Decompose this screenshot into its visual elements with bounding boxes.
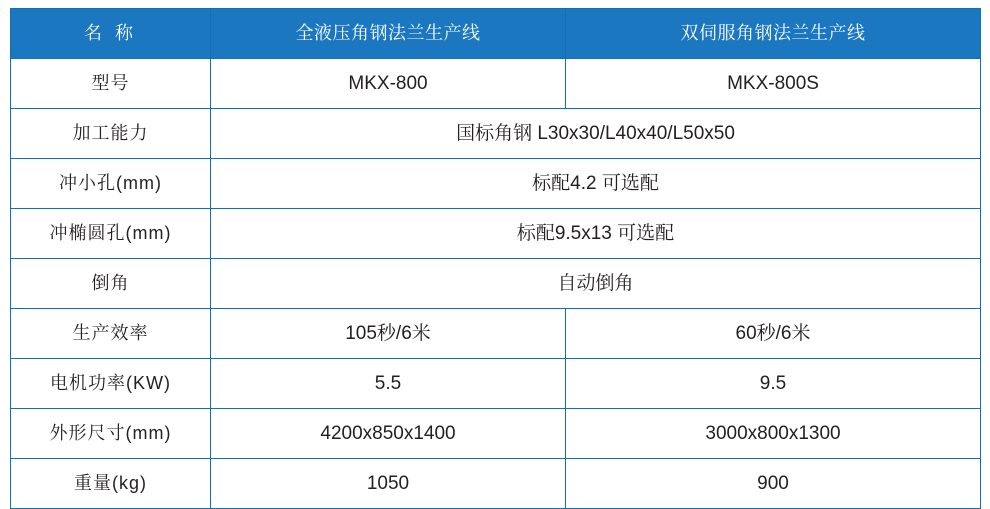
row-value-weight-b: 900: [566, 459, 981, 509]
table-row: [11, 209, 981, 259]
column-header-name: 名 称: [11, 9, 211, 59]
row-value-model-a: MKX-800: [211, 59, 566, 109]
row-value-oval-hole: 标配9.5x13 可选配: [211, 209, 981, 259]
row-label-model: 型号: [11, 59, 211, 109]
row-value-capacity: 国标角钢 L30x30/L40x40/L50x50: [211, 109, 981, 159]
row-value-efficiency-a: 105秒/6米: [211, 309, 566, 359]
table-body: [11, 59, 981, 509]
row-value-motor-power-b: 9.5: [566, 359, 981, 409]
row-value-small-hole: 标配4.2 可选配: [211, 159, 981, 209]
row-label-chamfer: 倒角: [11, 259, 211, 309]
row-value-dimensions-b: 3000x800x1300: [566, 409, 981, 459]
row-value-model-b: MKX-800S: [566, 59, 981, 109]
table-row: [11, 109, 981, 159]
row-value-efficiency-b: 60秒/6米: [566, 309, 981, 359]
table-row: [11, 59, 981, 109]
row-label-dimensions: 外形尺寸(mm): [11, 409, 211, 459]
row-label-efficiency: 生产效率: [11, 309, 211, 359]
row-label-capacity: 加工能力: [11, 109, 211, 159]
table-row: [11, 259, 981, 309]
table-row: [11, 309, 981, 359]
row-label-oval-hole: 冲椭圆孔(mm): [11, 209, 211, 259]
table-header-row: [11, 9, 981, 59]
row-value-weight-a: 1050: [211, 459, 566, 509]
table-row: [11, 409, 981, 459]
row-label-motor-power: 电机功率(KW): [11, 359, 211, 409]
table-row: [11, 359, 981, 409]
table-row: [11, 459, 981, 509]
table-row: [11, 159, 981, 209]
row-label-weight: 重量(kg): [11, 459, 211, 509]
specification-table: [10, 8, 981, 509]
row-value-dimensions-a: 4200x850x1400: [211, 409, 566, 459]
row-value-motor-power-a: 5.5: [211, 359, 566, 409]
row-label-small-hole: 冲小孔(mm): [11, 159, 211, 209]
row-value-chamfer: 自动倒角: [211, 259, 981, 309]
column-header-full-hydraulic: 全液压角钢法兰生产线: [211, 9, 566, 59]
column-header-dual-servo: 双伺服角钢法兰生产线: [566, 9, 981, 59]
table-header: [11, 9, 981, 59]
